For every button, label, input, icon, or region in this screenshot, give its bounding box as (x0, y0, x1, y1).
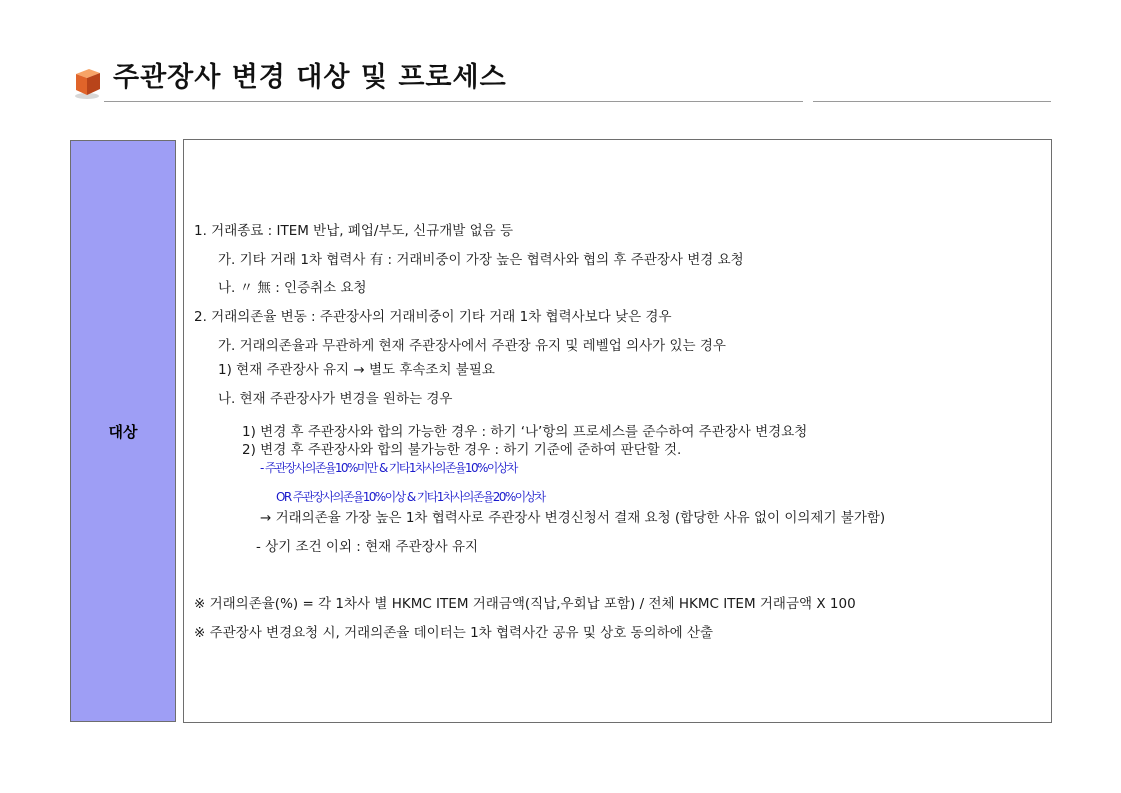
note-1: ※ 거래의존율(%) = 각 1차사 별 HKMC ITEM 거래금액(직납,우회납 포함) / 전체 HKMC ITEM 거래금액 X 100 (194, 596, 856, 612)
criterion-1: - 주관장사의존율10%미만 & 기타1차사의존율10%이상차 (260, 461, 517, 475)
note-2: ※ 주관장사 변경요청 시, 거래의존율 데이터는 1차 협력사간 공유 및 상호 동의하에 산출 (194, 625, 714, 641)
content-cell (183, 139, 1052, 723)
category-label: 대상 (108, 422, 138, 441)
category-header-cell (70, 140, 176, 722)
item-2-a-1: 1) 현재 주관장사 유지 → 별도 후속조치 불필요 (218, 362, 495, 378)
item-2-b: 나. 현재 주관장사가 변경을 원하는 경우 (218, 391, 453, 407)
title-underline-right (813, 101, 1051, 102)
item-1-a: 가. 기타 거래 1차 협력사 有 : 거래비중이 가장 높은 협력사와 협의 후 주관장사 변경 요청 (218, 252, 744, 268)
page-title: 주관장사 변경 대상 및 프로세스 (113, 62, 507, 93)
criterion-else: - 상기 조건 이외 : 현재 주관장사 유지 (256, 539, 479, 555)
criterion-result: → 거래의존율 가장 높은 1차 협력사로 주관장사 변경신청서 결재 요청 (합당한 사유 없이 이의제기 불가함) (260, 510, 886, 526)
item-1: 1. 거래종료 : ITEM 반납, 폐업/부도, 신규개발 없음 등 (194, 223, 513, 239)
title-underline (104, 101, 803, 102)
orange-cube-icon (73, 66, 103, 100)
item-2-a: 가. 거래의존율과 무관하게 현재 주관장사에서 주관장 유지 및 레벨업 의사가 있는 경우 (218, 338, 726, 354)
item-2: 2. 거래의존율 변동 : 주관장사의 거래비중이 기타 거래 1차 협력사보다 낮은 경우 (194, 309, 672, 325)
item-2-b-1: 1) 변경 후 주관장사와 합의 가능한 경우 : 하기 ‘나’항의 프로세스를 준수하여 주관장사 변경요청 (242, 424, 808, 440)
item-2-b-2: 2) 변경 후 주관장사와 합의 불가능한 경우 : 하기 기준에 준하여 판단할 것. (242, 442, 682, 458)
criterion-2: OR 주관장사의존율10%이상 & 기타1차사의존율20%이상차 (276, 490, 545, 504)
item-1-b: 나. 〃 無 : 인증취소 요청 (218, 280, 367, 296)
